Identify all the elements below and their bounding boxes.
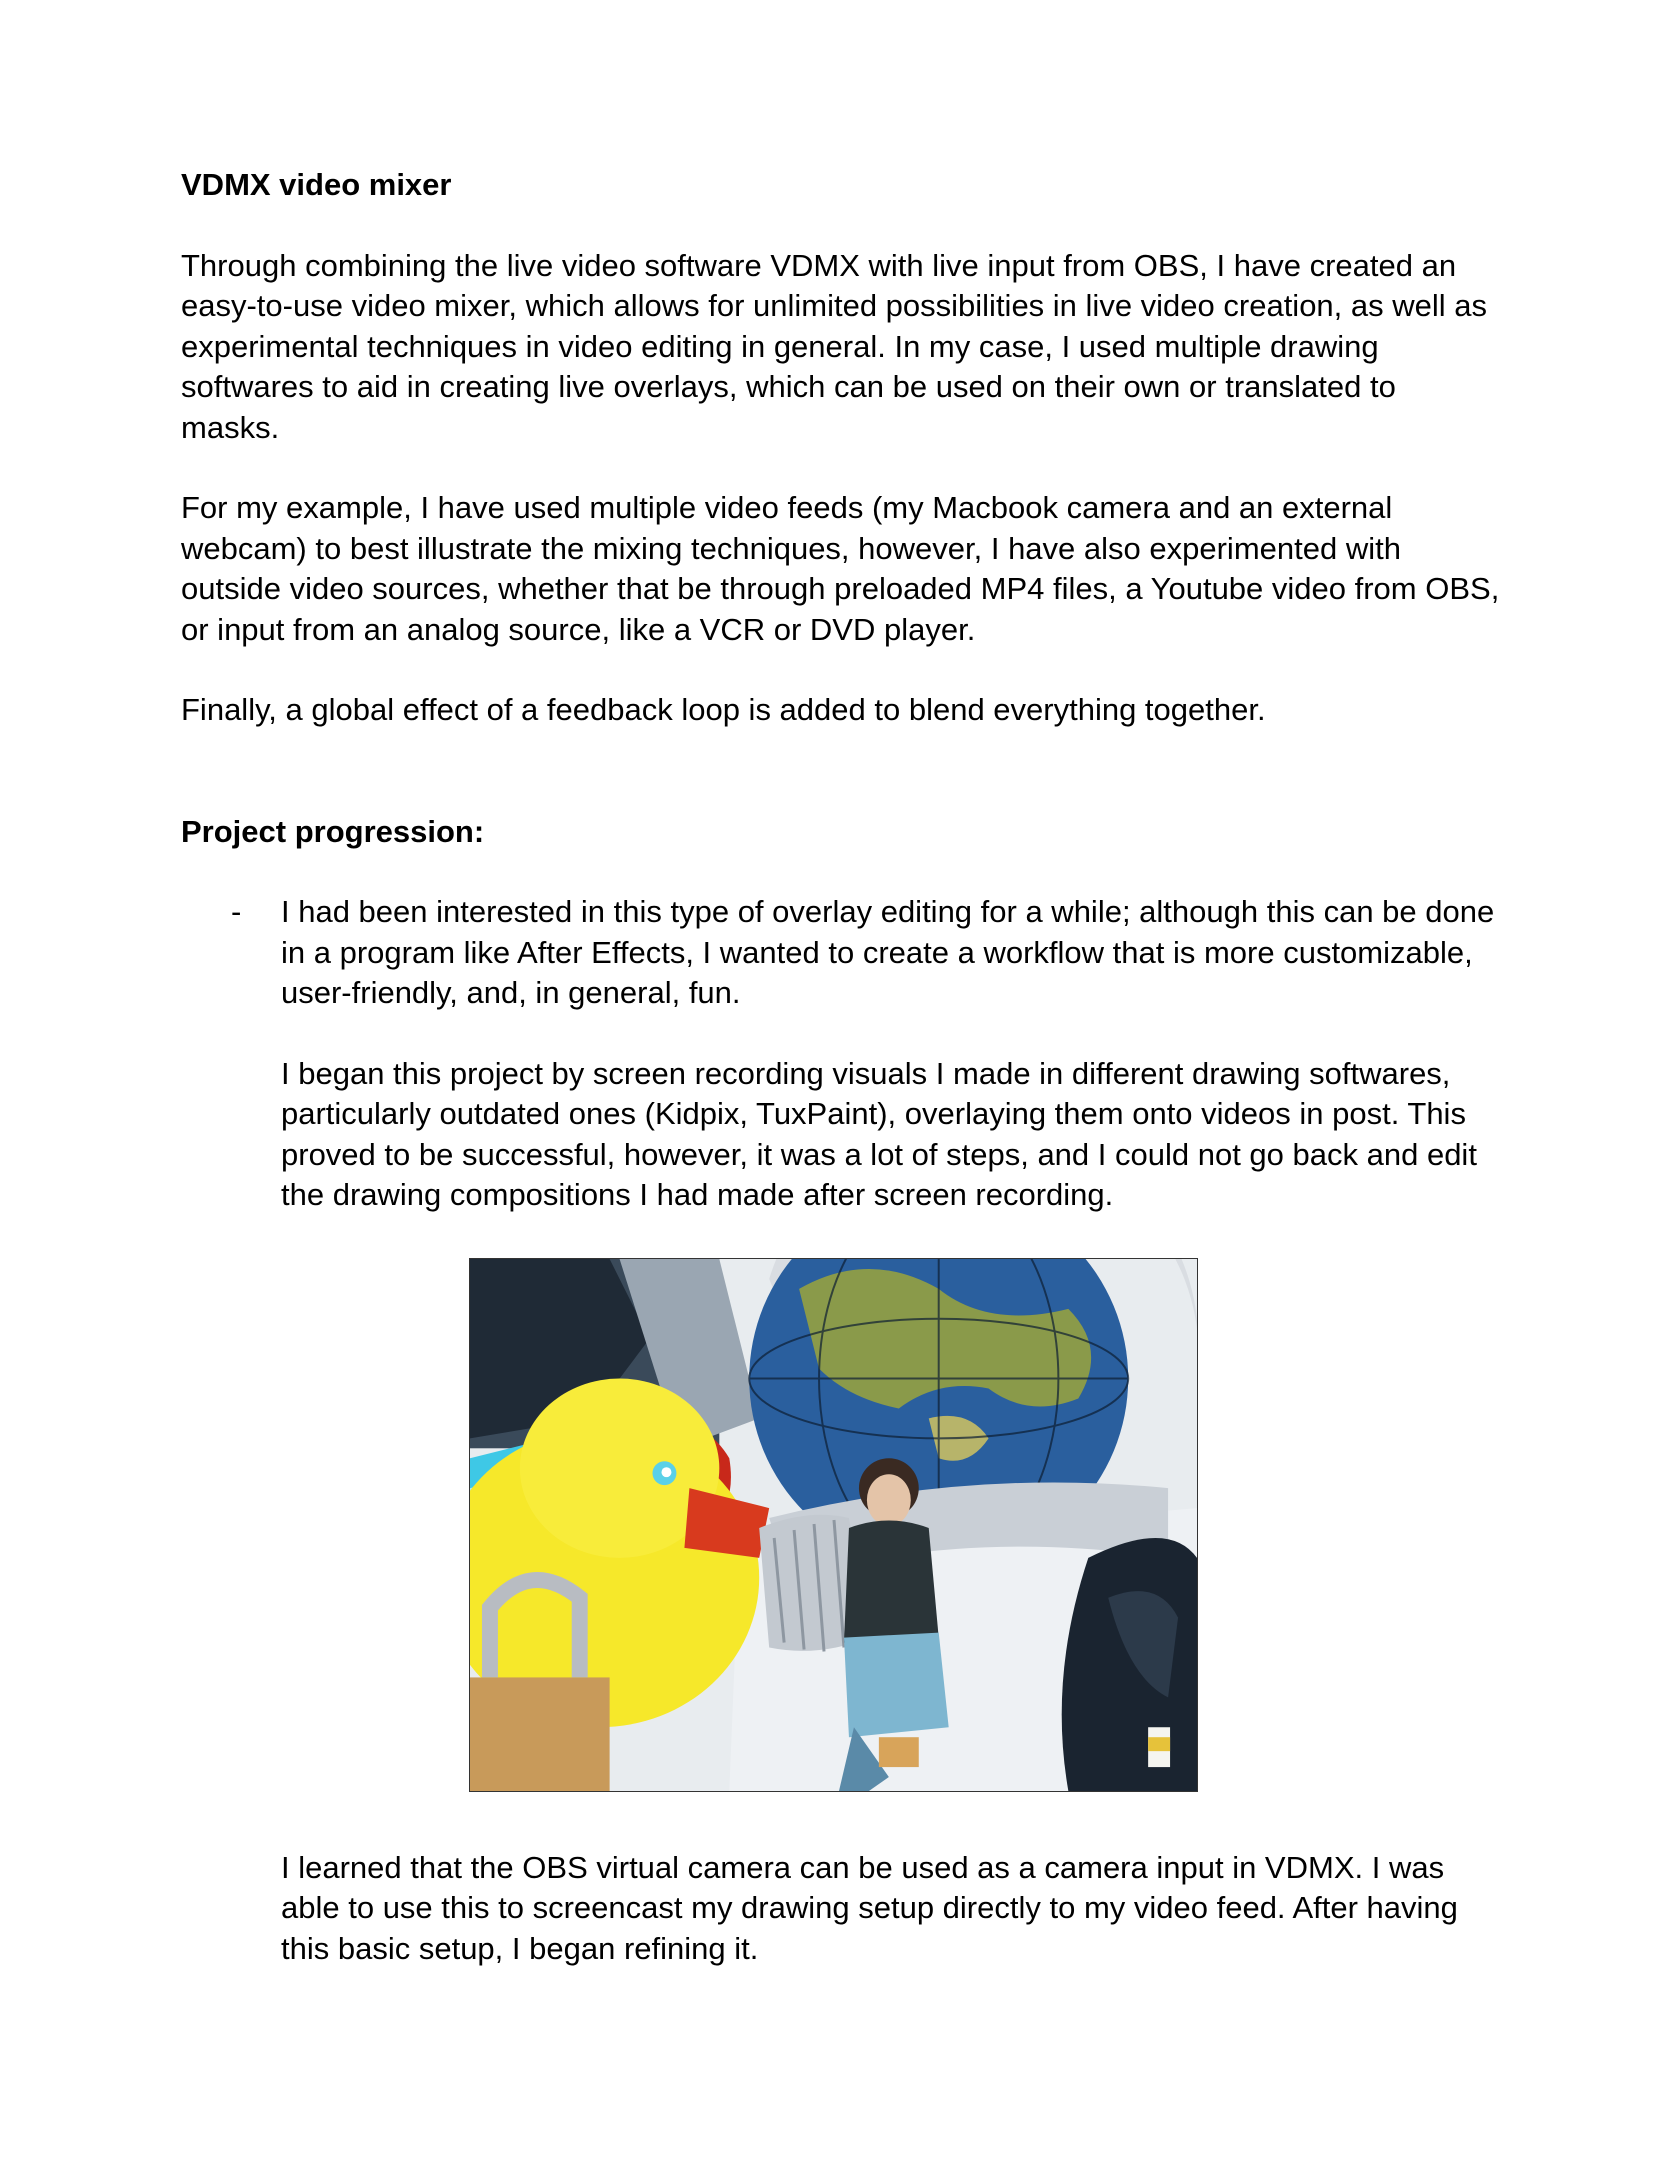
bullet-paragraph-2: I began this project by screen recording visuals I made in different drawing softwares, particularly outdated ones (Kidpix, TuxPaint), overlaying them onto videos in post. This proved to be successful, however, it was a lot of steps, and I could not go back and edit the drawing compositions I had made after screen recording. <box>281 1055 1477 1212</box>
bullet-continuation <box>281 1848 1501 1970</box>
after-figure-paragraph: I learned that the OBS virtual camera can be used as a camera input in VDMX. I was able to use this to screencast my drawing setup directly to my video feed. After having this basic setup, I began refining it. <box>281 1849 1458 1966</box>
intro-paragraph-1: Through combining the live video software VDMX with live input from OBS, I have created an easy-to-use video mixer, which allows for unlimited possibilities in live video creation, as well as experimental techniques in video editing in general. In my case, I used multiple drawing softwares to aid in creating live overlays, which can be used on their own or translated to masks. <box>181 247 1488 445</box>
bullet-marker: - <box>231 894 242 929</box>
document-title: VDMX video mixer <box>181 167 452 202</box>
bullet-list-item <box>231 892 1501 1216</box>
document-body <box>181 165 1501 1969</box>
intro-paragraph-2: For my example, I have used multiple video feeds (my Macbook camera and an external webcam) to best illustrate the mixing techniques, however, I have also experimented with outside video sources, whether that be through preloaded MP4 files, a Youtube video from OBS, or input from an analog source, like a VCR or DVD player. <box>181 490 1500 647</box>
bullet-paragraph-1: I had been interested in this type of overlay editing for a while; although this can be done in a program like After Effects, I wanted to create a workflow that is more customizable, user-friendly, and, in general, fun. <box>281 894 1495 1010</box>
section-heading: Project progression: <box>181 813 485 849</box>
video-collage-image <box>469 1258 1198 1792</box>
video-collage-illustration <box>470 1259 1197 1791</box>
intro-paragraph-3: Finally, a global effect of a feedback loop is added to blend everything together. <box>181 692 1266 727</box>
